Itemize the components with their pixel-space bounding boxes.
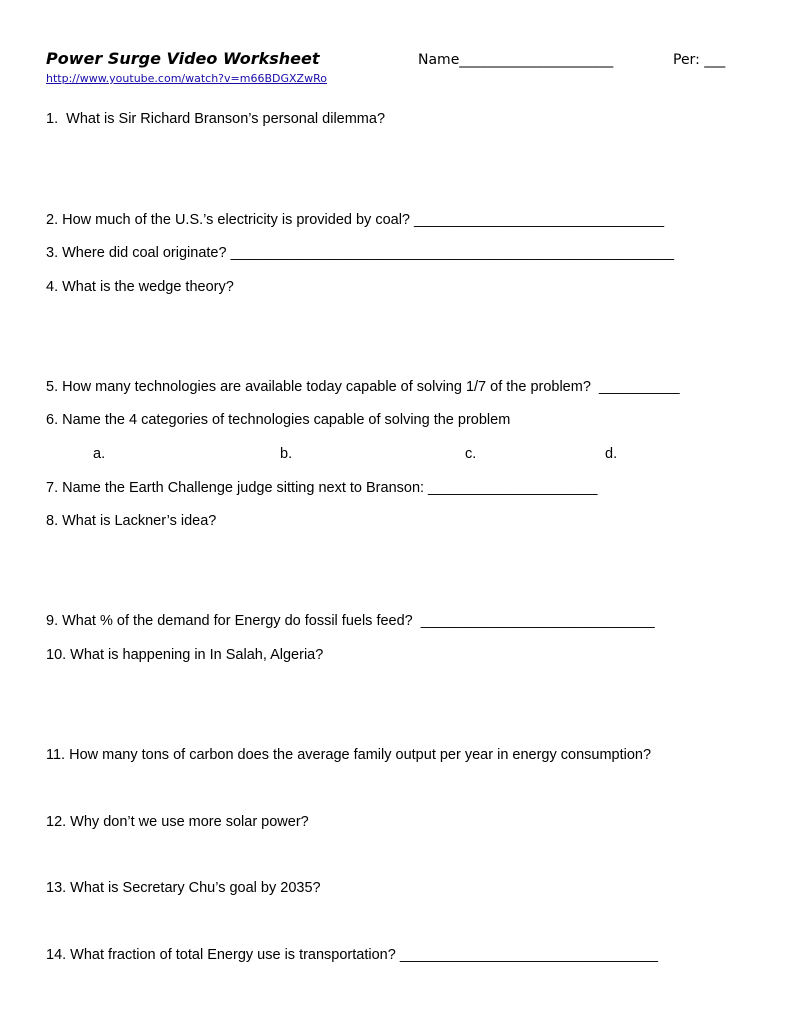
option-c: c.	[465, 446, 477, 462]
question-4: 4. What is the wedge theory?	[46, 279, 234, 295]
question-11: 11. How many tons of carbon does the average family output per year in energy consumption?	[46, 747, 652, 763]
question-9: 9. What % of the demand for Energy do fossil fuels feed? _____________________________	[46, 613, 655, 629]
question-5: 5. How many technologies are available today capable of solving 1/7 of the problem? __________	[46, 379, 680, 395]
video-link[interactable]: http://www.youtube.com/watch?v=m66BDGXZwRo	[46, 72, 327, 85]
name-field-label: Name______________________	[418, 52, 614, 68]
question-3: 3. Where did coal originate? _______________________________________________________	[46, 245, 675, 261]
question-12: 12. Why don’t we use more solar power?	[46, 814, 309, 830]
question-2: 2. How much of the U.S.’s electricity is provided by coal? _______________________________	[46, 212, 665, 228]
question-6: 6. Name the 4 categories of technologies capable of solving the problem	[46, 412, 511, 428]
question-1: 1. What is Sir Richard Branson’s personal dilemma?	[46, 111, 386, 127]
question-10: 10. What is happening in In Salah, Algeria?	[46, 647, 324, 663]
worksheet-title: Power Surge Video Worksheet	[46, 49, 320, 68]
question-13: 13. What is Secretary Chu’s goal by 2035?	[46, 880, 321, 896]
question-8: 8. What is Lackner’s idea?	[46, 513, 217, 529]
option-d: d.	[605, 446, 618, 462]
question-7: 7. Name the Earth Challenge judge sitting next to Branson: _____________________	[46, 480, 598, 496]
option-b: b.	[280, 446, 293, 462]
option-a: a.	[93, 446, 106, 462]
question-14: 14. What fraction of total Energy use is transportation? ________________________________	[46, 947, 658, 963]
period-field-label: Per: ___	[673, 52, 726, 68]
